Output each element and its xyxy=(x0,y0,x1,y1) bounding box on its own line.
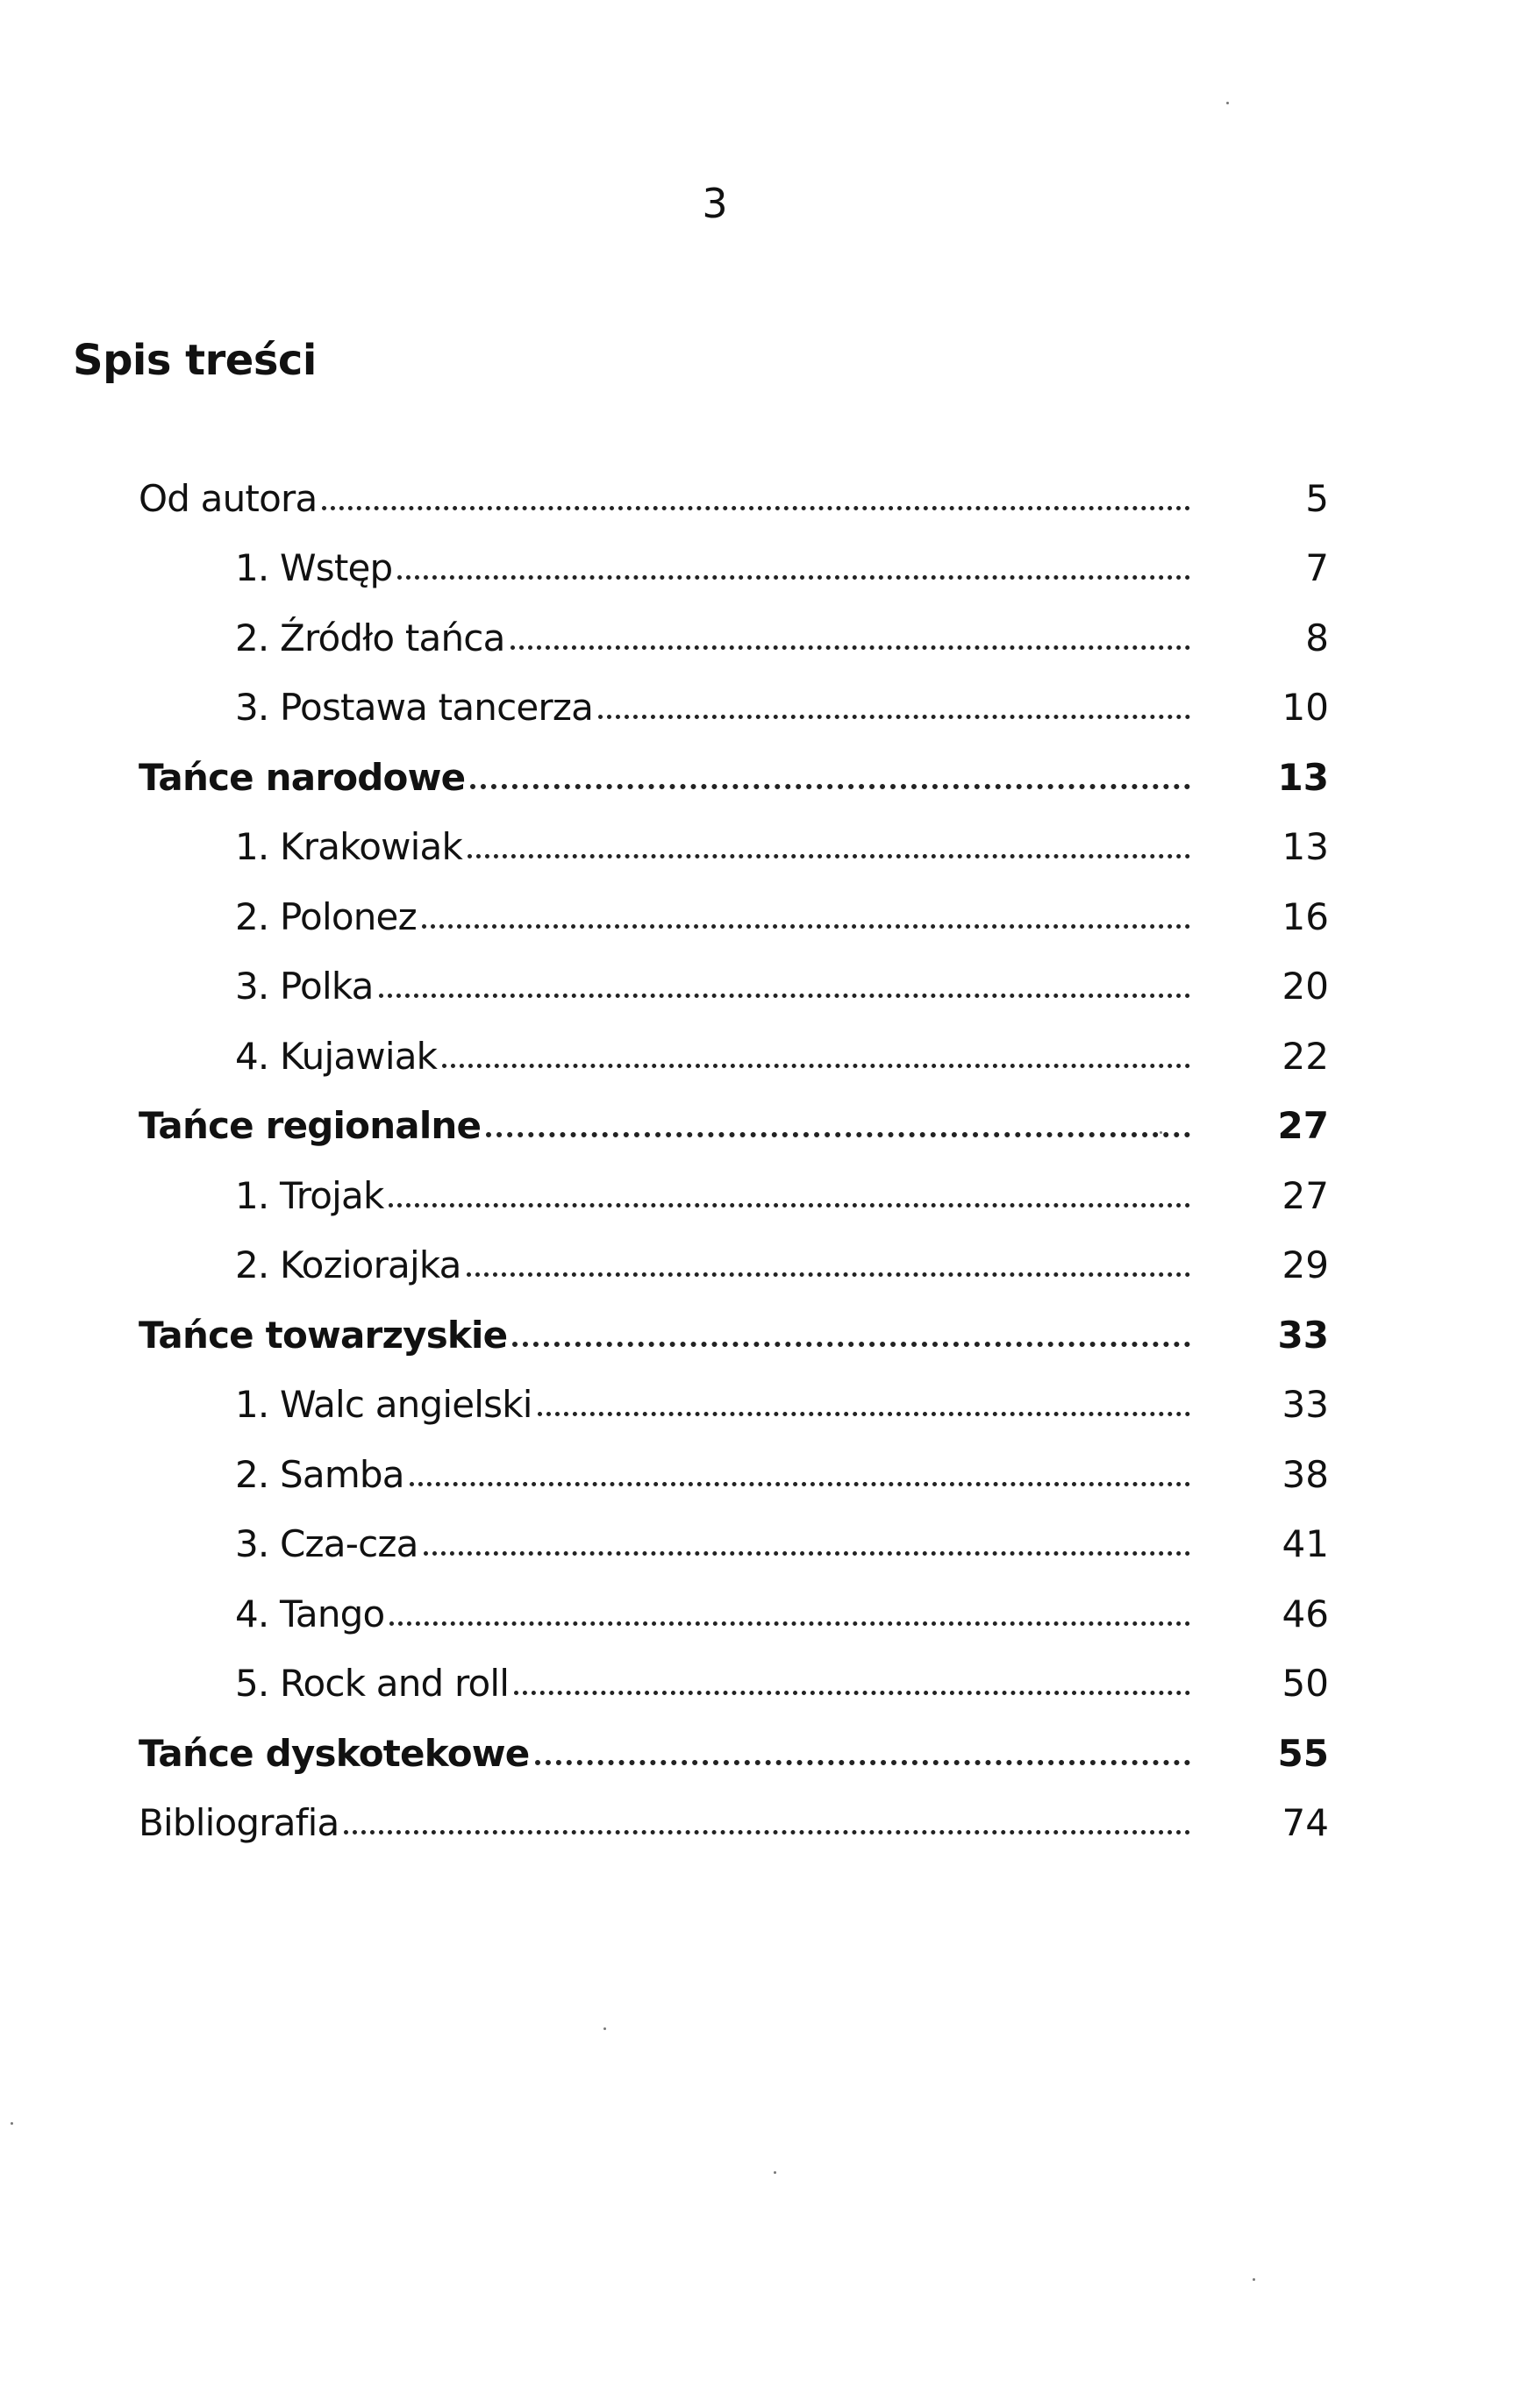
toc-entry-bibliografia xyxy=(139,1772,1329,1842)
toc-entry-page: 7 xyxy=(1305,546,1329,589)
toc-entry-page: 33 xyxy=(1277,1313,1329,1357)
toc-entry-label: 2. Samba xyxy=(235,1452,404,1496)
toc-entry-label: 1. Trojak xyxy=(235,1173,384,1217)
toc-entry-polka xyxy=(139,936,1329,1006)
toc-entry-page: 16 xyxy=(1282,894,1329,938)
toc-section-tance-regionalne xyxy=(139,1075,1329,1145)
scan-speck xyxy=(603,2027,606,2030)
dot-leader xyxy=(468,854,1190,858)
table-of-contents xyxy=(139,447,1329,1842)
toc-entry-label: 3. Polka xyxy=(235,965,374,1008)
dot-leader xyxy=(389,1203,1190,1208)
toc-entry-page: 38 xyxy=(1282,1452,1329,1496)
toc-entry-label: 4. Kujawiak xyxy=(235,1034,438,1078)
scan-speck xyxy=(1160,1131,1162,1134)
toc-entry-page: 41 xyxy=(1282,1522,1329,1565)
toc-entry-page: 13 xyxy=(1277,755,1329,799)
dot-leader xyxy=(535,1760,1191,1765)
scan-speck xyxy=(774,2171,776,2174)
toc-entry-od-autora xyxy=(139,447,1329,520)
toc-entry-tango xyxy=(139,1563,1329,1633)
toc-entry-walc-angielski xyxy=(139,1354,1329,1424)
toc-entry-label: Tańce towarzyskie xyxy=(139,1313,508,1357)
toc-entry-page: 55 xyxy=(1277,1731,1329,1775)
toc-entry-label: 4. Tango xyxy=(235,1592,385,1635)
scan-speck xyxy=(1226,102,1229,104)
toc-entry-label: 2. Polonez xyxy=(235,894,417,938)
dot-leader xyxy=(486,1132,1190,1137)
toc-entry-page: 20 xyxy=(1282,965,1329,1008)
dot-leader xyxy=(467,1272,1190,1277)
toc-entry-label: Od autora xyxy=(139,476,318,520)
dot-leader xyxy=(511,645,1190,650)
toc-entry-label: 3. Cza-cza xyxy=(235,1522,418,1565)
toc-entry-label: 3. Postawa tancerza xyxy=(235,686,594,729)
toc-entry-page: 46 xyxy=(1282,1592,1329,1635)
toc-entry-page: 27 xyxy=(1282,1173,1329,1217)
dot-leader xyxy=(538,1412,1190,1416)
toc-entry-page: 74 xyxy=(1282,1801,1329,1844)
dot-leader xyxy=(512,1342,1190,1347)
toc-section-tance-towarzyskie xyxy=(139,1284,1329,1357)
toc-entry-polonez xyxy=(139,866,1329,936)
toc-entry-page: 33 xyxy=(1282,1383,1329,1426)
dot-leader xyxy=(442,1064,1190,1068)
toc-entry-label: Tańce narodowe xyxy=(139,755,466,799)
toc-entry-label: Bibliografia xyxy=(139,1801,339,1844)
toc-entry-page: 10 xyxy=(1282,686,1329,729)
dot-leader xyxy=(322,506,1190,510)
toc-entry-page: 22 xyxy=(1282,1034,1329,1078)
toc-entry-label: 2. Źródło tańca xyxy=(235,616,505,659)
toc-entry-wstep xyxy=(139,517,1329,588)
toc-entry-page: 5 xyxy=(1305,476,1329,520)
toc-entry-zrodlo-tanca xyxy=(139,587,1329,657)
toc-section-tance-dyskotekowe xyxy=(139,1702,1329,1775)
dot-leader xyxy=(422,924,1190,929)
toc-entry-samba xyxy=(139,1423,1329,1496)
dot-leader xyxy=(514,1691,1190,1695)
dot-leader xyxy=(397,575,1190,580)
toc-entry-trojak xyxy=(139,1144,1329,1215)
toc-entry-koziorajka xyxy=(139,1215,1329,1285)
toc-entry-postawa-tancerza xyxy=(139,657,1329,727)
dot-leader xyxy=(389,1621,1190,1626)
toc-entry-label: Tańce dyskotekowe xyxy=(139,1731,530,1775)
toc-entry-page: 8 xyxy=(1305,616,1329,659)
toc-entry-page: 29 xyxy=(1282,1243,1329,1286)
toc-entry-cza-cza xyxy=(139,1493,1329,1564)
scan-speck xyxy=(11,2122,13,2125)
toc-entry-page: 13 xyxy=(1282,825,1329,868)
toc-entry-label: 1. Wstęp xyxy=(235,546,393,589)
dot-leader xyxy=(598,715,1190,719)
toc-entry-rock-and-roll xyxy=(139,1633,1329,1703)
toc-entry-label: 5. Rock and roll xyxy=(235,1662,510,1705)
toc-section-tance-narodowe xyxy=(139,726,1329,799)
dot-leader xyxy=(410,1482,1190,1486)
toc-entry-label: Tańce regionalne xyxy=(139,1104,482,1147)
toc-entry-kujawiak xyxy=(139,1005,1329,1078)
scan-speck xyxy=(1253,2278,1255,2281)
toc-entry-label: 1. Walc angielski xyxy=(235,1383,532,1426)
toc-title: Spis treści xyxy=(73,336,317,385)
dot-leader xyxy=(424,1551,1190,1556)
toc-entry-krakowiak xyxy=(139,796,1329,866)
dot-leader xyxy=(470,784,1190,789)
dot-leader xyxy=(344,1830,1190,1834)
toc-entry-page: 27 xyxy=(1277,1104,1329,1147)
dot-leader xyxy=(379,994,1190,998)
toc-entry-page: 50 xyxy=(1282,1662,1329,1705)
toc-entry-label: 1. Krakowiak xyxy=(235,825,462,868)
page-number: 3 xyxy=(702,180,728,227)
toc-entry-label: 2. Koziorajka xyxy=(235,1243,461,1286)
